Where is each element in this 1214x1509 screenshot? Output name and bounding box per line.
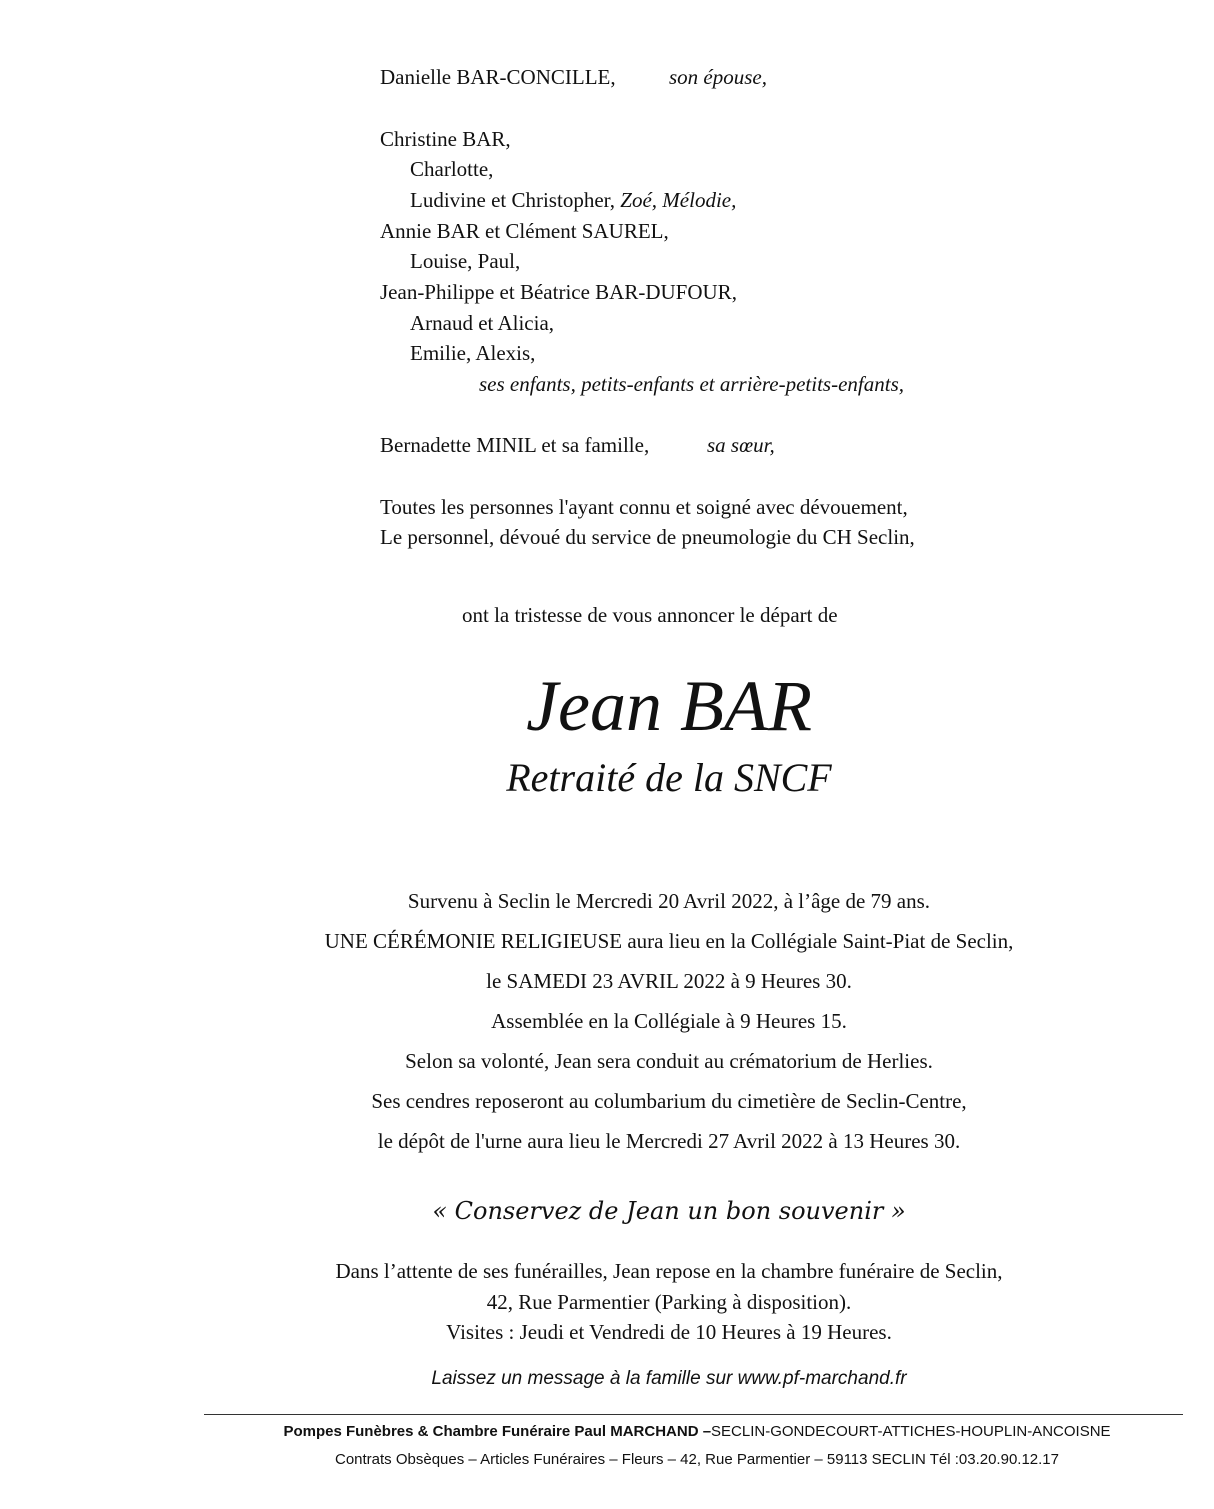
footer-services: Contrats Obsèques – Articles Funéraires – Fleurs – 42, Rue Parmentier – 59113 SECLIN Tél :03.20.90.12.17 (334, 1451, 1059, 1468)
family-member: Jean-Philippe et Béatrice BAR-DUFOUR, (380, 280, 737, 304)
spouse-name: Danielle BAR-CONCILLE, (380, 65, 616, 89)
deceased-title: Retraité de la SNCF (506, 755, 832, 800)
deceased-name: Jean BAR (526, 666, 812, 746)
detail-line: Assemblée en la Collégiale à 9 Heures 15. (491, 1009, 847, 1033)
detail-line: UNE CÉRÉMONIE RELIGIEUSE aura lieu en la Collégiale Saint-Piat de Seclin, (324, 929, 1014, 953)
visits-line: Dans l’attente de ses funérailles, Jean repose en la chambre funéraire de Seclin, (335, 1259, 1003, 1283)
detail-line: le dépôt de l'urne aura lieu le Mercredi 27 Avril 2022 à 13 Heures 30. (377, 1129, 961, 1153)
family-member-name: Ludivine et Christopher, (410, 188, 621, 212)
family-member-italic: Zoé, Mélodie, (620, 188, 737, 212)
sister-name: Bernadette MINIL et sa famille, (380, 433, 650, 457)
sister-role: sa sœur, (707, 433, 775, 457)
family-member: Annie BAR et Clément SAUREL, (380, 219, 669, 243)
message-link[interactable]: Laissez un message à la famille sur www.pf-marchand.fr (431, 1368, 907, 1389)
quote: « Conservez de Jean un bon souvenir » (432, 1197, 906, 1225)
family-member: Arnaud et Alicia, (410, 311, 555, 335)
family-member (410, 187, 736, 213)
announcement: ont la tristesse de vous annoncer le départ de (462, 603, 838, 627)
family-member: Christine BAR, (380, 127, 511, 151)
detail-line: Selon sa volonté, Jean sera conduit au crématorium de Herlies. (405, 1049, 933, 1073)
visits-line: 42, Rue Parmentier (Parking à disposition). (486, 1290, 852, 1314)
others-line: Toutes les personnes l'ayant connu et soigné avec dévouement, (380, 495, 908, 519)
family-member: Louise, Paul, (410, 249, 521, 273)
footer-company (90, 1422, 1214, 1442)
spouse-role: son épouse, (669, 65, 767, 89)
detail-line: le SAMEDI 23 AVRIL 2022 à 9 Heures 30. (486, 969, 852, 993)
visits-line: Visites : Jeudi et Vendredi de 10 Heures à 19 Heures. (446, 1320, 892, 1344)
detail-line: Ses cendres reposeront au columbarium du cimetière de Seclin-Centre, (371, 1089, 967, 1113)
family-member: Emilie, Alexis, (410, 341, 536, 365)
footer-company-name: Pompes Funèbres & Chambre Funéraire Paul MARCHAND – (283, 1423, 712, 1440)
children-role: ses enfants, petits-enfants et arrière-petits-enfants, (479, 372, 904, 396)
family-member: Charlotte, (410, 157, 494, 181)
detail-line: Survenu à Seclin le Mercredi 20 Avril 2022, à l’âge de 79 ans. (407, 889, 931, 913)
footer-locations: SECLIN-GONDECOURT-ATTICHES-HOUPLIN-ANCOISNE (711, 1423, 1111, 1440)
others-line: Le personnel, dévoué du service de pneumologie du CH Seclin, (380, 525, 915, 549)
footer-divider (204, 1414, 1183, 1415)
